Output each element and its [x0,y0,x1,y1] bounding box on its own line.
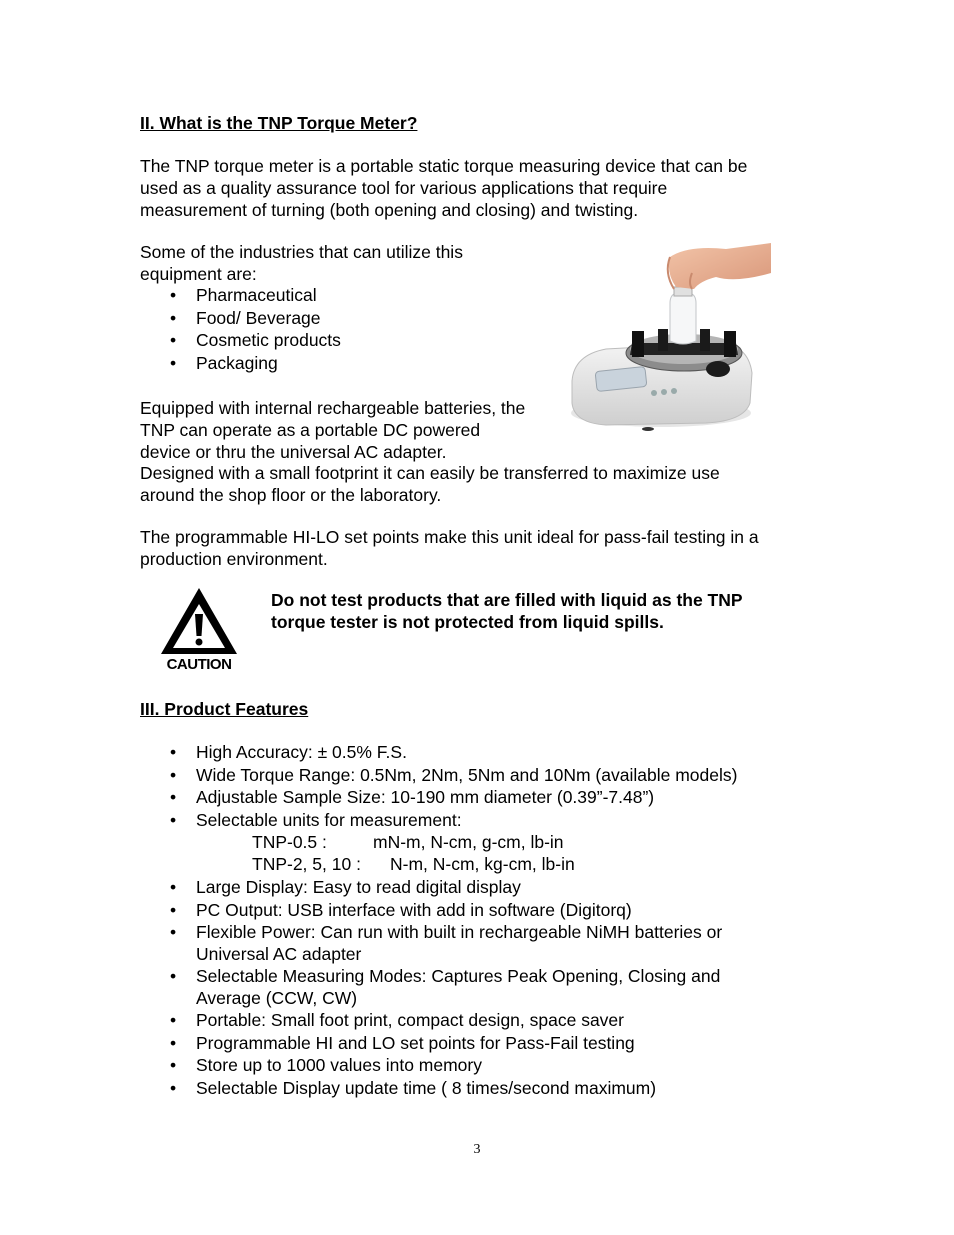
list-item: • Selectable Measuring Modes: Captures Peak Opening, Closing and [0,965,722,988]
units-row [252,854,575,876]
list-item-continuation: Universal AC adapter [196,943,362,964]
intro-line: measurement of turning (both opening and closing) and twisting. [140,200,639,220]
list-item: • Programmable HI and LO set points for Pass-Fail testing [0,1032,722,1055]
intro-line: The TNP torque meter is a portable static torque measuring device that can be [140,156,748,176]
caution-message [271,589,743,633]
industries-line: Some of the industries that can utilize this [140,242,463,262]
list-item: • Pharmaceutical [0,284,341,307]
list-item: • Packaging [0,352,341,375]
list-item: • Selectable units for measurement: [0,809,737,832]
units-values: mN-m, N-cm, g-cm, lb-in [373,832,564,852]
intro-line: used as a quality assurance tool for various applications that require [140,178,668,198]
units-table [252,832,575,875]
battery-line: TNP can operate as a portable DC powered [140,420,481,440]
industries-line: equipment are: [140,264,257,284]
setpoint-line: production environment. [140,549,328,569]
caution-line: Do not test products that are filled with liquid as the TNP [271,590,743,610]
units-model: TNP-0.5 : [252,832,327,852]
list-item: • Store up to 1000 values into memory [0,1054,722,1077]
list-item: • Selectable Display update time ( 8 times/second maximum) [0,1077,722,1100]
features-list-continued [0,876,722,1099]
list-item: • Flexible Power: Can run with built in rechargeable NiMH batteries or [0,921,722,944]
page-number: 3 [473,1142,481,1157]
list-item: • Portable: Small foot print, compact design, space saver [0,1009,722,1032]
battery-line: device or thru the universal AC adapter. [140,442,447,462]
list-item: • Cosmetic products [0,329,341,352]
list-item: • Wide Torque Range: 0.5Nm, 2Nm, 5Nm and 10Nm (available models) [0,764,737,787]
features-list [0,741,737,831]
section-heading-product-features: III. Product Features [140,699,309,719]
list-item: • Adjustable Sample Size: 10-190 mm diameter (0.39”-7.48”) [0,786,737,809]
list-item: • PC Output: USB interface with add in software (Digitorq) [0,899,722,922]
caution-label: CAUTION [166,656,232,672]
units-values: N-m, N-cm, kg-cm, lb-in [390,853,575,874]
industries-list [0,284,341,374]
setpoint-line: The programmable HI-LO set points make this unit ideal for pass-fail testing in a [140,527,759,547]
units-row [252,832,575,854]
battery-line: around the shop floor or the laboratory. [140,485,442,505]
battery-line: Designed with a small footprint it can easily be transferred to maximize use [140,463,720,483]
list-item: • Large Display: Easy to read digital display [0,876,722,899]
list-item: • High Accuracy: ± 0.5% F.S. [0,741,737,764]
list-item: • Food/ Beverage [0,307,341,330]
caution-line: torque tester is not protected from liquid spills. [271,612,664,632]
list-item-continuation: Average (CCW, CW) [196,987,358,1008]
battery-line: Equipped with internal rechargeable batteries, the [140,398,526,418]
units-model: TNP-2, 5, 10 : [252,853,361,874]
torque-meter-image [566,243,776,435]
section-heading-what-is: II. What is the TNP Torque Meter? [140,113,418,133]
caution-warning-icon [157,584,241,672]
